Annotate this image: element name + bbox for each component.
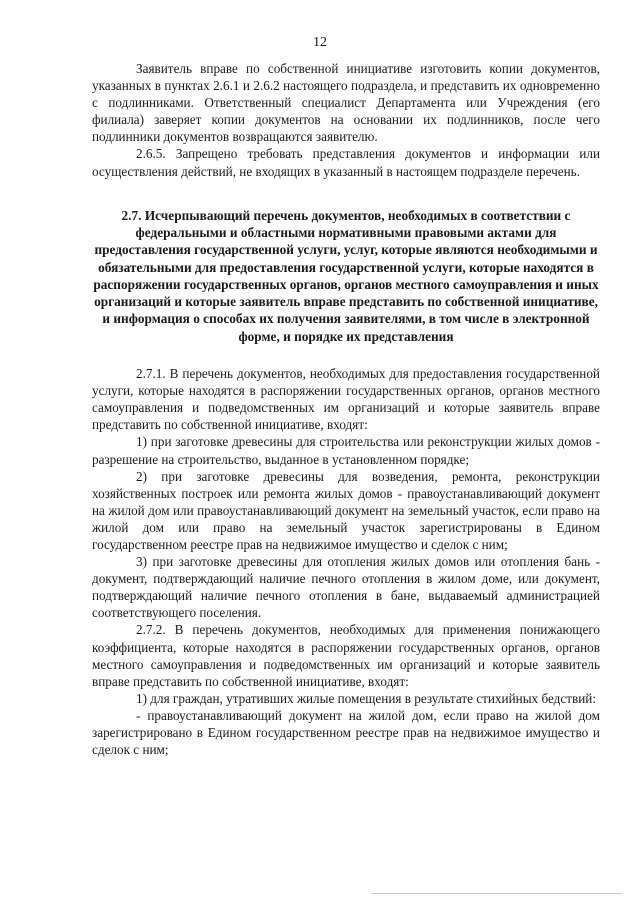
paragraph-2-6-5: 2.6.5. Запрещено требовать представления документов и информации или осуществления действий, не входящих в указанный в настоящем подразделе перечень.: [92, 146, 600, 179]
paragraph-copies-of-documents: Заявитель вправе по собственной инициативе изготовить копии документов, указанных в пунктах 2.6.1 и 2.6.2 настоящего подраздела, и представить их одновременно с подлинниками. Ответственный специалист Департамента или Учреждения (его филиала) заверяет копии документов на основании их подлинников, после чего подлинники документов возвращаются заявителю.: [92, 61, 600, 145]
list-item-title-documents: 2) при заготовке древесины для возведения, ремонта, реконструкции хозяйственных построек или ремонта жилых домов - правоустанавливающий документ на жилой дом или правоустанавливающий документ на земельный участок, если право на жилой дом или право на земельный участок зарегистрированы в Едином государственном реестре прав на недвижимое имущество и сделок с ним;: [92, 468, 600, 552]
list-item-construction-permit: 1) при заготовке древесины для строительства или реконструкции жилых домов - разрешение на строительство, выданное в установленном порядке;: [92, 434, 600, 467]
section-heading-2-7: 2.7. Исчерпывающий перечень документов, необходимых в соответствии с федеральными и областными нормативными правовыми актами для предоставления государственной услуги, услуг, которые являются необходимыми и обязательными для предоставления государственной услуги, которые находятся в распоряжении государственных органов, органов местного самоуправления и иных организаций и которые заявитель вправе представить по собственной инициативе, и информация о способах их получения заявителями, в том числе в электронной форме, и порядке их представления: [93, 207, 599, 344]
list-item-disaster-victims: 1) для граждан, утративших жилые помещения в результате стихийных бедствий:: [136, 690, 596, 706]
footer-rule: [372, 893, 622, 894]
page-number: 12: [313, 35, 327, 50]
list-item-heating-document: 3) при заготовке древесины для отопления жилых домов или отопления бань - документ, подтверждающий наличие печного отопления в жилом доме, или документ, подтверждающий наличие печного отопления в бане, выдаваемый администрацией соответствующего поселения.: [92, 554, 600, 621]
document-body: [92, 60, 600, 758]
list-item-title-document-house: - правоустанавливающий документ на жилой дом, если право на жилой дом зарегистрировано в Едином государственном реестре прав на недвижимое имущество и сделок с ним;: [92, 707, 600, 758]
paragraph-2-7-2: 2.7.2. В перечень документов, необходимых для применения понижающего коэффициента, которые находятся в распоряжении государственных органов, органов местного самоуправления и подведомственных им организаций и которые заявитель вправе представить по собственной инициативе, входят:: [92, 622, 600, 689]
paragraph-2-7-1: 2.7.1. В перечень документов, необходимых для предоставления государственной услуги, которые находятся в распоряжении государственных органов, органов местного самоуправления и подведомственных им организаций и которые заявитель вправе представить по собственной инициативе, входят:: [92, 366, 600, 433]
